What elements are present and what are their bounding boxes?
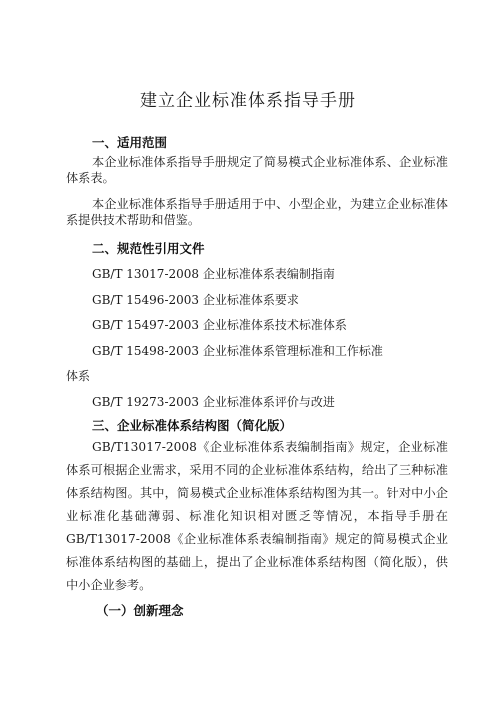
- subsection-heading-innovation: （一）创新理念: [96, 603, 184, 618]
- scope-paragraph-2: 本企业标准体系指导手册适用于中、小型企业，为建立企业标准体系提供技术帮助和借鉴。: [66, 197, 448, 227]
- reference-item: GB/T 13017-2008 企业标准体系表编制指南: [92, 267, 335, 281]
- section-heading-structure: 三、企业标准体系结构图（简化版）: [92, 418, 293, 433]
- reference-item: GB/T 15498-2003 企业标准体系管理标准和工作标准: [92, 344, 383, 358]
- reference-item: GB/T 15496-2003 企业标准体系要求: [92, 293, 299, 307]
- document-title: 建立企业标准体系指导手册: [140, 91, 356, 111]
- section-heading-scope: 一、适用范围: [92, 135, 168, 150]
- reference-item: GB/T 19273-2003 企业标准体系评价与改进: [92, 395, 335, 409]
- scope-paragraph-1: 本企业标准体系指导手册规定了简易模式企业标准体系、企业标准体系表。: [66, 155, 448, 185]
- reference-item-continuation: 体系: [66, 369, 91, 383]
- section-heading-references: 二、规范性引用文件: [92, 241, 205, 256]
- reference-item: GB/T 15497-2003 企业标准体系技术标准体系: [92, 318, 347, 332]
- structure-paragraph: GB/T13017-2008《企业标准体系表编制指南》规定，企业标准体系可根据企业需求，采用不同的企业标准体系结构，给出了三种标准体系结构图。其中，简易模式企业标准体系结构图为其一。针对中小企业标准化基础薄弱、标准化知识相对匮乏等情况，本指导手册在GB/T13017-2008《企业标准体系表编制指南》规定的简易模式企业标准体系结构图的基础上，提出了企业标准体系结构图（简化版），供中小企业参考。: [66, 440, 448, 592]
